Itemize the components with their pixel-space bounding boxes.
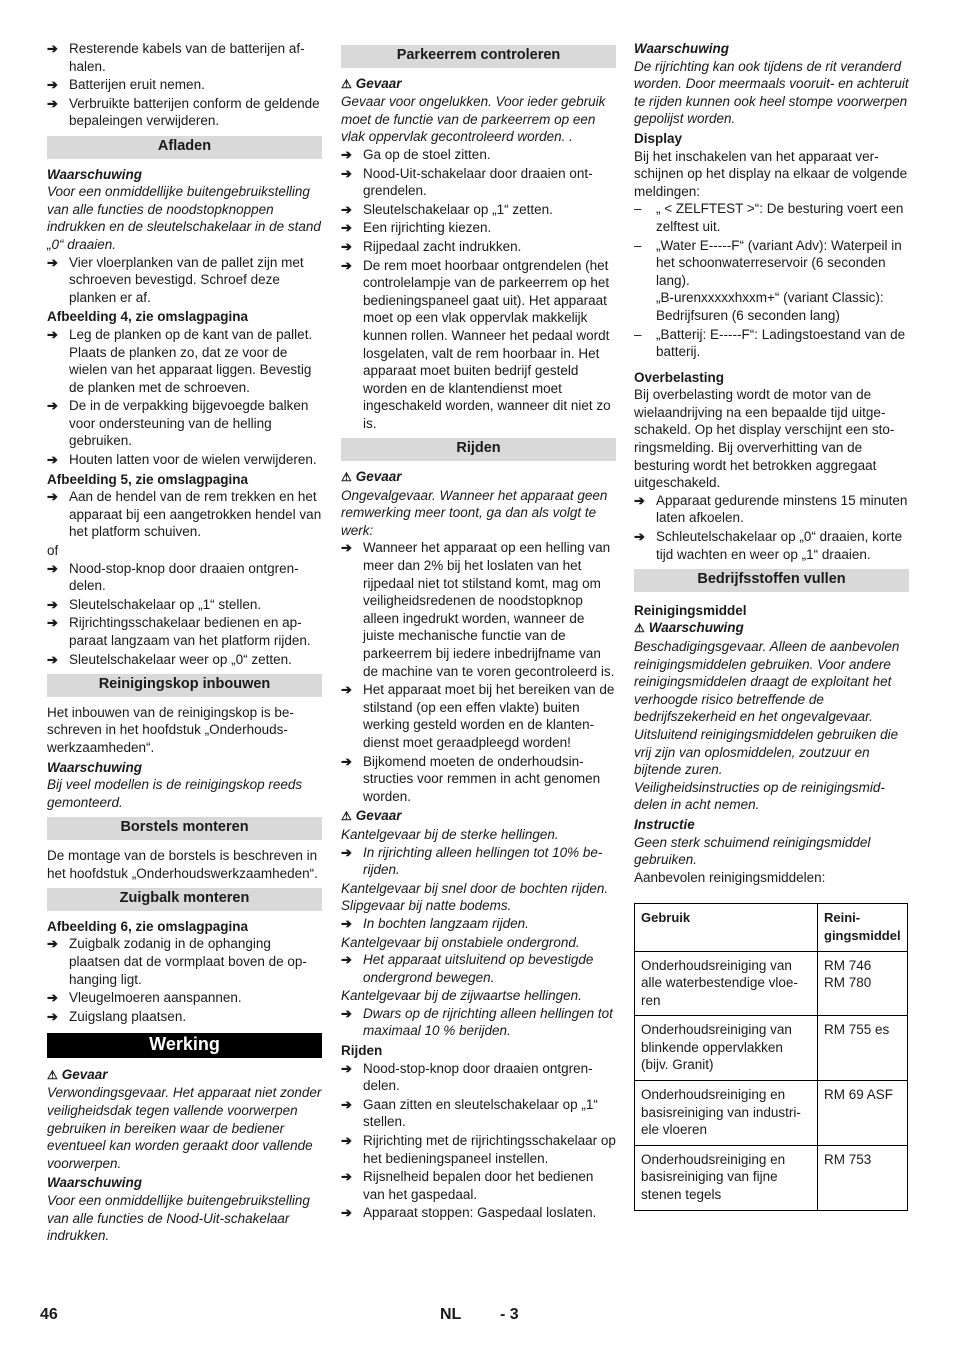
arrow-icon: ➔ [341, 220, 352, 236]
arrow-icon: ➔ [47, 936, 58, 952]
danger-instruction [341, 915, 616, 933]
table-cell: RM 753 [818, 1145, 908, 1210]
dash-icon: – [634, 201, 642, 217]
display-messages [634, 200, 909, 360]
list-item: ➔ De rem moet hoorbaar ontgrendelen (het controlelampje van de parkeerrem op het bedieningspaneel gaat uit). Het apparaat moet op een vlak oppervlak makkelijk kunnen rollen. Wanneer het pedaal wordt losgelaten, valt de rem hoorbaar in. Het apparaat moet buiten bedrijf gesteld worden en de klantendienst moet ingeschakeld worden, wanneer dit niet zo is. [341, 257, 611, 431]
danger-label: ⚠ Gevaar [341, 75, 616, 94]
arrow-icon: ➔ [341, 238, 352, 254]
subheading-display: Display [634, 130, 683, 146]
danger-instruction [341, 951, 616, 986]
list-item: – „ < ZELFTEST >“: De besturing voert een zelftest uit. [634, 201, 904, 234]
list-item: ➔ Het apparaat uitsluitend op bevestigde ondergrond bewegen. [341, 952, 594, 985]
warning-triangle-icon: ⚠ [341, 470, 352, 485]
arrow-icon: ➔ [341, 844, 352, 860]
arrow-icon: ➔ [341, 952, 352, 968]
warning-text: Voor een onmiddellijke buitengebruikstelling van alle functies de Nood-Uit-schakelaar indrukken. [47, 1193, 310, 1244]
warning-text: De rijrichting kan ook tijdens de rit veranderd worden. Door meermaals vooruit- en achteruit te rijden kunnen ook heel stompe voorwerpen gepolijst worden. [634, 58, 909, 127]
warning-text: Bij veel modellen is de reinigingskop reeds gemonteerd. [47, 777, 303, 810]
list-item: ➔ De in de verpakking bijgevoegde balken voor ondersteuning van de helling gebruiken. [47, 398, 309, 449]
arrow-icon: ➔ [341, 146, 352, 162]
battery-removal-steps [47, 40, 322, 130]
table-row [635, 1081, 908, 1146]
list-item: ➔ Een rijrichting kiezen. [341, 220, 492, 236]
warning-triangle-icon: ⚠ [341, 76, 352, 91]
column-3 [634, 40, 909, 1211]
page-number: 46 [40, 1306, 58, 1323]
danger-label: ⚠ Gevaar [341, 468, 616, 487]
cleaning-agent-table [634, 903, 908, 1210]
list-item: ➔ Nood-Uit-schakelaar door draaien ontgrendelen. [341, 165, 593, 199]
list-item: ➔ Apparaat stoppen: Gaspedaal loslaten. [341, 1205, 597, 1221]
rijden-safety-steps [341, 539, 616, 805]
arrow-icon: ➔ [47, 651, 58, 667]
list-item: – „Water E-----F“ (variant Adv): Waterpeil in het schoonwaterreservoir (6 seconden lang). „B-urenxxxxxhxxm+“ (variant Classic): Bedrijfsuren (6 seconden lang) [634, 237, 902, 323]
table-cell: Onderhoudsreiniging en basisreiniging van industriele vloeren [635, 1081, 818, 1146]
arrow-icon: ➔ [341, 1133, 352, 1149]
body-text: De montage van de borstels is beschreven in het hoofdstuk „Onderhoudswerkzaamheden“. [47, 847, 318, 881]
body-text: Aanbevolen reinigingsmiddelen: [634, 869, 826, 885]
arrow-icon: ➔ [341, 1096, 352, 1112]
column-1 [47, 40, 322, 1245]
list-item: ➔ Ga op de stoel zitten. [341, 146, 491, 162]
table-row [635, 951, 908, 1016]
danger-text: Kantelgevaar bij de sterke hellingen. [341, 826, 559, 842]
list-item: ➔ Apparaat gedurende minstens 15 minuten laten afkoelen. [634, 492, 908, 526]
danger-instruction [341, 1005, 616, 1040]
list-item: ➔ Bijkomend moeten de onderhoudsinstructies voor remmen in acht genomen worden. [341, 753, 601, 804]
list-item: ➔ Zuigbalk zodanig in de ophanging plaatsen dat de vormplaat boven de ophanging ligt. [47, 936, 307, 987]
arrow-icon: ➔ [47, 398, 58, 414]
table-header-cell: Reinigingsmiddel [818, 904, 908, 951]
list-item: ➔ Leg de planken op de kant van de pallet. Plaats de planken zo, dat ze voor de wielen van het apparaat liggen. Bevestig de planken met de schroeven. [47, 326, 313, 395]
zuigbalk-steps [47, 935, 322, 1025]
column-2 [341, 40, 616, 1223]
list-item: ➔ Sleutelschakelaar op „1“ stellen. [47, 596, 262, 612]
table-cell: RM 755 es [818, 1016, 908, 1081]
list-item: ➔ Rijsnelheid bepalen door het bedienen van het gaspedaal. [341, 1169, 594, 1202]
danger-text: Kantelgevaar bij onstabiele ondergrond. [341, 934, 580, 950]
danger-text: Ongevalgevaar. Wanneer het apparaat geen remwerking meer toont, ga dan als volgt te werk: [341, 487, 608, 538]
arrow-icon: ➔ [47, 1008, 58, 1024]
arrow-icon: ➔ [341, 257, 352, 273]
arrow-icon: ➔ [47, 41, 58, 56]
list-item: ➔ Verbruikte batterijen conform de geldende bepaleingen verwijderen. [47, 95, 320, 129]
chapter-heading-werking: Werking [47, 1033, 322, 1058]
language-code: NL [440, 1306, 462, 1323]
list-item: ➔ In bochten langzaam rijden. [341, 915, 529, 931]
section-heading-zuigbalk: Zuigbalk monteren [47, 888, 322, 911]
arrow-icon: ➔ [634, 492, 645, 508]
list-item: ➔ Nood-stop-knop door draaien ontgrendelen. [341, 1060, 593, 1094]
arrow-icon: ➔ [341, 540, 352, 556]
afladen-steps-3 [47, 488, 322, 541]
warning-text: Veiligheidsinstructies op de reinigingsmiddelen in acht nemen. [634, 779, 885, 813]
table-header-row [635, 904, 908, 951]
warning-triangle-icon: ⚠ [47, 1067, 58, 1082]
rijden-steps [341, 1060, 616, 1222]
list-item: ➔ Rijrichting met de rijrichtingsschakelaar op het bedieningspaneel instellen. [341, 1133, 616, 1166]
list-item: ➔ Batterijen eruit nemen. [47, 77, 205, 93]
arrow-icon: ➔ [47, 596, 58, 612]
arrow-icon: ➔ [341, 1005, 352, 1021]
arrow-icon: ➔ [341, 201, 352, 217]
section-number: - 3 [500, 1306, 519, 1323]
danger-label: ⚠ Gevaar [341, 807, 616, 826]
danger-text: Kantelgevaar bij snel door de bochten rijden. [341, 880, 609, 896]
parkeerrem-steps [341, 146, 616, 433]
table-header-cell: Gebruik [635, 904, 818, 951]
list-item: ➔ Sleutelschakelaar op „1“ zetten. [341, 201, 553, 217]
section-heading-parkeerrem: Parkeerrem controleren [341, 45, 616, 68]
section-heading-afladen: Afladen [47, 136, 322, 159]
list-item: ➔ Wanneer het apparaat op een helling van meer dan 2% bij het loslaten van het rijpedaal niet tot stilstand komt, mag om veiligheidsredenen de noodstopknop alleen ingedrukt worden, wanneer de juiste mechanische functie van de parkeerrem bij iedere inbedrijfname van de machine van te voren gecontroleerd is. [341, 540, 615, 679]
overbelasting-steps [634, 492, 909, 563]
danger-instruction [341, 844, 616, 879]
arrow-icon: ➔ [47, 77, 58, 93]
or-text: of [47, 543, 59, 559]
list-item: ➔ Het apparaat moet bij het bereiken van de stilstand (op een effen vlakte) buiten werking gesteld worden en de klantendienst moet geraadpleegd worden! [341, 682, 615, 750]
table-cell: Onderhoudsreiniging van alle waterbestendige vloeren [635, 951, 818, 1016]
section-heading-rijden: Rijden [341, 438, 616, 461]
figure-reference: Afbeelding 6, zie omslagpagina [47, 918, 249, 934]
danger-text: Verwondingsgevaar. Het apparaat niet zonder veiligheidsdak tegen vallende voorwerpen gebruiken in bereiken waar de bediener eventueel kan worden geraakt door vallende voorwerpen. [47, 1085, 322, 1171]
warning-text: Beschadigingsgevaar. Alleen de aanbevolen reinigingsmiddelen gebruiken. Voor andere reinigingsmiddelen draagt de exploitant het verhoogde risico betreffende de bedrijfszekerheid en het ongevalgevaar. Uitsluitend reinigingsmiddelen gebruiken die vrij zijn van oplosmiddelen, zoutzuur en bijtende zuren. [634, 639, 900, 778]
arrow-icon: ➔ [341, 682, 352, 698]
table-cell: Onderhoudsreiniging van blinkende oppervlakken (bijv. Granit) [635, 1016, 818, 1081]
dash-icon: – [634, 237, 642, 253]
instruction-text: Geen sterk schuimend reinigingsmiddel gebruiken. [634, 834, 871, 868]
arrow-icon: ➔ [341, 753, 352, 769]
danger-text: Kantelgevaar bij de zijwaartse hellingen. [341, 988, 582, 1004]
warning-text: Voor een onmiddellijke buitengebruikstelling van alle functies de noodstopknoppen indrukken en de sleutelschakelaar in de stand „0“ draaien. [47, 184, 321, 252]
section-heading-borstels: Borstels monteren [47, 817, 322, 840]
list-item: – „Batterij: E-----F“: Ladingstoestand van de batterij. [634, 326, 906, 360]
body-text: Bij het inschakelen van het apparaat verschijnen op het display na elkaar de volgende meldingen: [634, 148, 908, 199]
body-text: Bij overbelasting wordt de motor van de wielaandrijving na een bepaalde tijd uitgeschakeld. Op het display verschijnt een storingsmelding. Bij oververhitting van de besturing wordt het betrokken aggregaat uitgeschakeld. [634, 387, 895, 491]
list-item: ➔ Houten latten voor de wielen verwijderen. [47, 452, 317, 468]
arrow-icon: ➔ [341, 1169, 352, 1185]
body-text: Het inbouwen van de reinigingskop is beschreven in het hoofdstuk „Onderhoudswerkzaamheden“. [47, 704, 294, 755]
arrow-icon: ➔ [341, 915, 352, 931]
list-item: ➔ Zuigslang plaatsen. [47, 1008, 187, 1024]
table-row [635, 1016, 908, 1081]
subheading-rijden: Rijden [341, 1043, 383, 1059]
table-cell: RM 746 RM 780 [818, 951, 908, 1016]
subheading-overbelasting: Overbelasting [634, 369, 725, 385]
arrow-icon: ➔ [47, 326, 58, 342]
list-item: ➔ Vleugelmoeren aanspannen. [47, 990, 242, 1006]
danger-text: Slipgevaar bij natte bodems. [341, 898, 512, 914]
section-heading-reinigingskop: Reinigingskop inbouwen [47, 674, 322, 697]
arrow-icon: ➔ [634, 529, 645, 545]
arrow-icon: ➔ [47, 990, 58, 1006]
list-item: ➔ Aan de hendel van de rem trekken en het apparaat bij een aangetrokken hendel van het platform schuiven. [47, 489, 322, 540]
warning-triangle-icon: ⚠ [341, 809, 352, 824]
subheading-reinigingsmiddel: Reinigingsmiddel [634, 602, 747, 618]
arrow-icon: ➔ [341, 165, 352, 181]
list-item: ➔ Dwars op de rijrichting alleen hellingen tot maximaal 10 % berijden. [341, 1005, 613, 1039]
instruction-label: Instructie [634, 816, 695, 832]
warning-label: Waarschuwing [47, 166, 143, 182]
table-cell: Onderhoudsreiniging en basisreiniging van fijne stenen tegels [635, 1145, 818, 1210]
warning-label: Waarschuwing [47, 759, 143, 775]
list-item: ➔ Rijpedaal zacht indrukken. [341, 238, 522, 254]
arrow-icon: ➔ [341, 1205, 352, 1221]
list-item: ➔ Rijrichtingsschakelaar bedienen en apparaat langzaam van het platform rijden. [47, 615, 311, 648]
warning-label: ⚠ Waarschuwing [634, 619, 909, 638]
afladen-steps-4 [47, 560, 322, 669]
table-cell: RM 69 ASF [818, 1081, 908, 1146]
list-item: ➔ In rijrichting alleen hellingen tot 10% berijden. [341, 844, 603, 878]
arrow-icon: ➔ [47, 95, 58, 111]
danger-text: Gevaar voor ongelukken. Voor ieder gebruik moet de functie van de parkeerrem op een vlak oppervlak gecontroleerd worden. . [341, 94, 606, 145]
figure-reference: Afbeelding 4, zie omslagpagina [47, 309, 249, 325]
list-item: ➔ Resterende kabels van de batterijen afhalen. [47, 41, 305, 74]
danger-label: ⚠ Gevaar [47, 1066, 322, 1085]
arrow-icon: ➔ [341, 1060, 352, 1076]
section-heading-bedrijfsstoffen: Bedrijfsstoffen vullen [634, 569, 909, 592]
afladen-steps-2 [47, 326, 322, 469]
dash-icon: – [634, 326, 642, 342]
list-item: ➔ Nood-stop-knop door draaien ontgrendelen. [47, 560, 299, 594]
list-item: ➔ Vier vloerplanken van de pallet zijn met schroeven bevestigd. Schroef deze planken er af. [47, 254, 304, 305]
list-item: ➔ Gaan zitten en sleutelschakelaar op „1“ stellen. [341, 1096, 598, 1130]
arrow-icon: ➔ [47, 560, 58, 576]
warning-label: Waarschuwing [47, 1175, 143, 1191]
list-item: ➔ Sleutelschakelaar weer op „0“ zetten. [47, 651, 292, 667]
table-row [635, 1145, 908, 1210]
warning-label: Waarschuwing [634, 41, 730, 56]
arrow-icon: ➔ [47, 489, 58, 505]
arrow-icon: ➔ [47, 254, 58, 270]
arrow-icon: ➔ [47, 452, 58, 468]
list-item: ➔ Schleutelschakelaar op „0“ draaien, korte tijd wachten en weer op „1“ draaien. [634, 529, 903, 562]
afladen-steps-1 [47, 254, 322, 307]
arrow-icon: ➔ [47, 615, 58, 631]
figure-reference: Afbeelding 5, zie omslagpagina [47, 471, 249, 487]
warning-triangle-icon: ⚠ [634, 621, 645, 636]
